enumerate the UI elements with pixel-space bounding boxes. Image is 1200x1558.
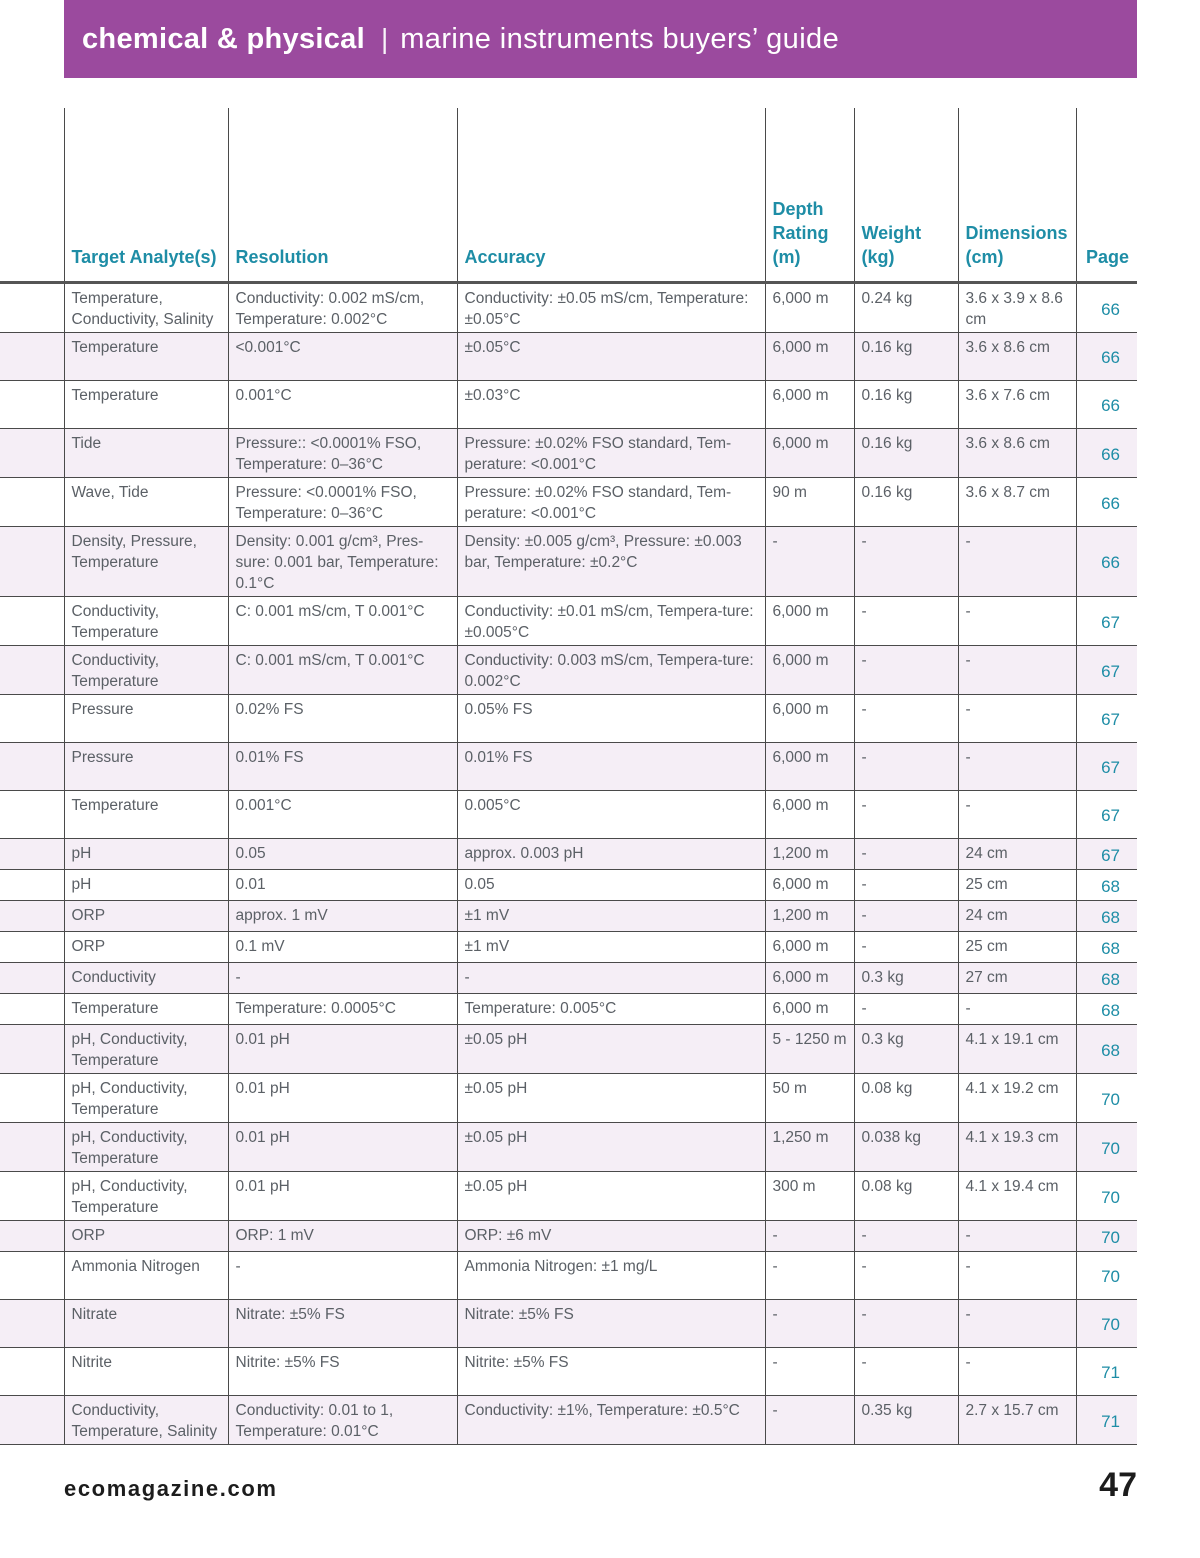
guide-subtitle: marine instruments buyers’ guide xyxy=(400,22,840,55)
table-row xyxy=(0,1221,1137,1252)
target-analyte-cell: Wave, Tide xyxy=(64,478,228,527)
product-cell xyxy=(0,1074,64,1123)
table-row xyxy=(0,429,1137,478)
page-cell: 71 xyxy=(1076,1396,1137,1445)
table-row xyxy=(0,1025,1137,1074)
product-cell xyxy=(0,478,64,527)
target-analyte-cell: pH, Conductivity, Temperature xyxy=(64,1172,228,1221)
target-analyte-cell: Nitrate xyxy=(64,1300,228,1348)
depth-rating-cell: - xyxy=(765,527,854,597)
depth-rating-cell: 6,000 m xyxy=(765,963,854,994)
col-weight-header: Weight (kg) xyxy=(854,108,958,283)
product-cell xyxy=(0,646,64,695)
resolution-cell: ORP: 1 mV xyxy=(228,1221,457,1252)
depth-rating-cell: 90 m xyxy=(765,478,854,527)
depth-rating-cell: - xyxy=(765,1396,854,1445)
page-cell: 70 xyxy=(1076,1252,1137,1300)
table-row xyxy=(0,527,1137,597)
resolution-cell: 0.1 mV xyxy=(228,932,457,963)
accuracy-cell: Conductivity: 0.003 mS/cm, Tempera-ture: 0.002°C xyxy=(457,646,765,695)
table-row xyxy=(0,839,1137,870)
target-analyte-cell: pH xyxy=(64,839,228,870)
resolution-cell: Nitrite: ±5% FS xyxy=(228,1348,457,1396)
weight-cell: - xyxy=(854,1252,958,1300)
depth-rating-cell: 6,000 m xyxy=(765,381,854,429)
table-row xyxy=(0,932,1137,963)
weight-cell: 0.08 kg xyxy=(854,1172,958,1221)
footer-site-url: ecomagazine.com xyxy=(64,1476,278,1501)
table-row xyxy=(0,870,1137,901)
accuracy-cell: Temperature: 0.005°C xyxy=(457,994,765,1025)
depth-rating-cell: 5 - 1250 m xyxy=(765,1025,854,1074)
page-cell: 67 xyxy=(1076,695,1137,743)
depth-rating-cell: 6,000 m xyxy=(765,994,854,1025)
page-cell: 70 xyxy=(1076,1300,1137,1348)
product-cell xyxy=(0,932,64,963)
accuracy-cell: ±0.05 pH xyxy=(457,1074,765,1123)
accuracy-cell: Conductivity: ±1%, Temperature: ±0.5°C xyxy=(457,1396,765,1445)
depth-rating-cell: 1,250 m xyxy=(765,1123,854,1172)
resolution-cell: 0.02% FS xyxy=(228,695,457,743)
col-resolution-header: Resolution xyxy=(228,108,457,283)
product-cell xyxy=(0,1123,64,1172)
product-cell xyxy=(0,1025,64,1074)
resolution-cell: 0.001°C xyxy=(228,381,457,429)
dimensions-cell: 3.6 x 7.6 cm xyxy=(958,381,1076,429)
target-analyte-cell: Nitrite xyxy=(64,1348,228,1396)
accuracy-cell: - xyxy=(457,963,765,994)
accuracy-cell: ±0.05 pH xyxy=(457,1172,765,1221)
dimensions-cell: - xyxy=(958,646,1076,695)
dimensions-cell: 4.1 x 19.1 cm xyxy=(958,1025,1076,1074)
target-analyte-cell: pH xyxy=(64,870,228,901)
col-dimensions-header: Dimensions (cm) xyxy=(958,108,1076,283)
page-cell: 68 xyxy=(1076,870,1137,901)
target-analyte-cell: Temperature xyxy=(64,994,228,1025)
page-cell: 68 xyxy=(1076,1025,1137,1074)
dimensions-cell: - xyxy=(958,527,1076,597)
dimensions-cell: 3.6 x 3.9 x 8.6 cm xyxy=(958,283,1076,333)
dimensions-cell: 24 cm xyxy=(958,839,1076,870)
target-analyte-cell: Conductivity xyxy=(64,963,228,994)
page-cell: 66 xyxy=(1076,333,1137,381)
resolution-cell: 0.001°C xyxy=(228,791,457,839)
product-cell xyxy=(0,901,64,932)
product-cell xyxy=(0,839,64,870)
weight-cell: 0.16 kg xyxy=(854,333,958,381)
depth-rating-cell: 50 m xyxy=(765,1074,854,1123)
resolution-cell: C: 0.001 mS/cm, T 0.001°C xyxy=(228,646,457,695)
product-cell xyxy=(0,429,64,478)
resolution-cell: Conductivity: 0.002 mS/cm, Temperature: 0.002°C xyxy=(228,283,457,333)
dimensions-cell: 25 cm xyxy=(958,932,1076,963)
resolution-cell: Temperature: 0.0005°C xyxy=(228,994,457,1025)
resolution-cell: 0.01 pH xyxy=(228,1074,457,1123)
table-row xyxy=(0,597,1137,646)
dimensions-cell: 3.6 x 8.6 cm xyxy=(958,333,1076,381)
product-cell xyxy=(0,994,64,1025)
page-cell: 66 xyxy=(1076,283,1137,333)
weight-cell: 0.16 kg xyxy=(854,429,958,478)
page-cell: 68 xyxy=(1076,994,1137,1025)
dimensions-cell: 4.1 x 19.3 cm xyxy=(958,1123,1076,1172)
target-analyte-cell: Conductivity, Temperature xyxy=(64,597,228,646)
target-analyte-cell: pH, Conductivity, Temperature xyxy=(64,1123,228,1172)
depth-rating-cell: 300 m xyxy=(765,1172,854,1221)
dimensions-cell: - xyxy=(958,1300,1076,1348)
depth-rating-cell: 6,000 m xyxy=(765,333,854,381)
footer-page-number: 47 xyxy=(1099,1466,1137,1504)
depth-rating-cell: 6,000 m xyxy=(765,695,854,743)
depth-rating-cell: - xyxy=(765,1252,854,1300)
resolution-cell: 0.01 pH xyxy=(228,1025,457,1074)
table-row xyxy=(0,994,1137,1025)
accuracy-cell: 0.05% FS xyxy=(457,695,765,743)
weight-cell: - xyxy=(854,1221,958,1252)
depth-rating-cell: 1,200 m xyxy=(765,839,854,870)
product-cell xyxy=(0,791,64,839)
page-cell: 71 xyxy=(1076,1348,1137,1396)
weight-cell: - xyxy=(854,527,958,597)
target-analyte-cell: Temperature xyxy=(64,333,228,381)
weight-cell: - xyxy=(854,743,958,791)
dimensions-cell: 3.6 x 8.6 cm xyxy=(958,429,1076,478)
weight-cell: - xyxy=(854,791,958,839)
accuracy-cell: Conductivity: ±0.05 mS/cm, Temperature: ±0.05°C xyxy=(457,283,765,333)
depth-rating-cell: 6,000 m xyxy=(765,597,854,646)
section-title: chemical & physical xyxy=(82,22,365,55)
dimensions-cell: 3.6 x 8.7 cm xyxy=(958,478,1076,527)
accuracy-cell: Ammonia Nitrogen: ±1 mg/L xyxy=(457,1252,765,1300)
weight-cell: - xyxy=(854,597,958,646)
dimensions-cell: - xyxy=(958,994,1076,1025)
page-cell: 67 xyxy=(1076,791,1137,839)
product-cell xyxy=(0,527,64,597)
target-analyte-cell: ORP xyxy=(64,932,228,963)
buyers-guide-table-wrapper xyxy=(0,108,1137,1445)
target-analyte-cell: pH, Conductivity, Temperature xyxy=(64,1025,228,1074)
depth-rating-cell: 6,000 m xyxy=(765,429,854,478)
depth-rating-cell: 6,000 m xyxy=(765,791,854,839)
page-cell: 68 xyxy=(1076,932,1137,963)
weight-cell: - xyxy=(854,870,958,901)
product-cell xyxy=(0,1172,64,1221)
depth-rating-cell: - xyxy=(765,1348,854,1396)
table-row xyxy=(0,1123,1137,1172)
dimensions-cell: - xyxy=(958,1252,1076,1300)
depth-rating-cell: 6,000 m xyxy=(765,283,854,333)
table-row xyxy=(0,791,1137,839)
weight-cell: 0.3 kg xyxy=(854,963,958,994)
dimensions-cell: 24 cm xyxy=(958,901,1076,932)
dimensions-cell: - xyxy=(958,1221,1076,1252)
weight-cell: 0.3 kg xyxy=(854,1025,958,1074)
weight-cell: 0.16 kg xyxy=(854,381,958,429)
table-row xyxy=(0,1074,1137,1123)
product-cell xyxy=(0,381,64,429)
table-row xyxy=(0,478,1137,527)
dimensions-cell: 27 cm xyxy=(958,963,1076,994)
accuracy-cell: approx. 0.003 pH xyxy=(457,839,765,870)
dimensions-cell: - xyxy=(958,597,1076,646)
resolution-cell: - xyxy=(228,1252,457,1300)
resolution-cell: Pressure: <0.0001% FSO, Temperature: 0–36°C xyxy=(228,478,457,527)
target-analyte-cell: Tide xyxy=(64,429,228,478)
page-cell: 70 xyxy=(1076,1123,1137,1172)
accuracy-cell: Nitrite: ±5% FS xyxy=(457,1348,765,1396)
target-analyte-cell: Ammonia Nitrogen xyxy=(64,1252,228,1300)
product-cell xyxy=(0,1396,64,1445)
table-row xyxy=(0,1348,1137,1396)
resolution-cell: 0.01 xyxy=(228,870,457,901)
weight-cell: 0.08 kg xyxy=(854,1074,958,1123)
accuracy-cell: ±0.05°C xyxy=(457,333,765,381)
resolution-cell: - xyxy=(228,963,457,994)
page-cell: 67 xyxy=(1076,839,1137,870)
target-analyte-cell: Temperature xyxy=(64,791,228,839)
weight-cell: - xyxy=(854,1348,958,1396)
table-row xyxy=(0,1172,1137,1221)
depth-rating-cell: 6,000 m xyxy=(765,646,854,695)
dimensions-cell: 4.1 x 19.4 cm xyxy=(958,1172,1076,1221)
table-body xyxy=(0,283,1137,1445)
resolution-cell: Density: 0.001 g/cm³, Pres-sure: 0.001 bar, Temperature: 0.1°C xyxy=(228,527,457,597)
product-cell xyxy=(0,1300,64,1348)
resolution-cell: <0.001°C xyxy=(228,333,457,381)
table-row xyxy=(0,381,1137,429)
product-cell xyxy=(0,1221,64,1252)
product-cell xyxy=(0,870,64,901)
accuracy-cell: Pressure: ±0.02% FSO standard, Tem-perature: <0.001°C xyxy=(457,429,765,478)
page-cell: 67 xyxy=(1076,646,1137,695)
page-cell: 67 xyxy=(1076,743,1137,791)
target-analyte-cell: Temperature xyxy=(64,381,228,429)
table-row xyxy=(0,283,1137,333)
dimensions-cell: - xyxy=(958,1348,1076,1396)
accuracy-cell: ±0.05 pH xyxy=(457,1123,765,1172)
product-cell xyxy=(0,963,64,994)
resolution-cell: approx. 1 mV xyxy=(228,901,457,932)
header-separator: | xyxy=(380,23,389,54)
target-analyte-cell: Temperature, Conductivity, Salinity xyxy=(64,283,228,333)
accuracy-cell: Conductivity: ±0.01 mS/cm, Tempera-ture: ±0.005°C xyxy=(457,597,765,646)
dimensions-cell: 2.7 x 15.7 cm xyxy=(958,1396,1076,1445)
resolution-cell: Nitrate: ±5% FS xyxy=(228,1300,457,1348)
resolution-cell: 0.01% FS xyxy=(228,743,457,791)
page-cell: 66 xyxy=(1076,478,1137,527)
dimensions-cell: - xyxy=(958,791,1076,839)
accuracy-cell: ORP: ±6 mV xyxy=(457,1221,765,1252)
weight-cell: 0.16 kg xyxy=(854,478,958,527)
accuracy-cell: ±1 mV xyxy=(457,901,765,932)
dimensions-cell: 4.1 x 19.2 cm xyxy=(958,1074,1076,1123)
weight-cell: - xyxy=(854,646,958,695)
accuracy-cell: ±1 mV xyxy=(457,932,765,963)
product-cell xyxy=(0,695,64,743)
weight-cell: - xyxy=(854,994,958,1025)
col-page-header: Page xyxy=(1076,108,1137,283)
dimensions-cell: - xyxy=(958,695,1076,743)
resolution-cell: Pressure:: <0.0001% FSO, Temperature: 0–36°C xyxy=(228,429,457,478)
weight-cell: - xyxy=(854,932,958,963)
col-depth-rating-header: Depth Rating (m) xyxy=(765,108,854,283)
dimensions-cell: - xyxy=(958,743,1076,791)
accuracy-cell: Pressure: ±0.02% FSO standard, Tem-perature: <0.001°C xyxy=(457,478,765,527)
table-row xyxy=(0,743,1137,791)
resolution-cell: 0.05 xyxy=(228,839,457,870)
resolution-cell: 0.01 pH xyxy=(228,1172,457,1221)
target-analyte-cell: Conductivity, Temperature xyxy=(64,646,228,695)
section-header-band xyxy=(64,0,1137,78)
weight-cell: 0.038 kg xyxy=(854,1123,958,1172)
page-cell: 68 xyxy=(1076,901,1137,932)
product-cell xyxy=(0,1348,64,1396)
target-analyte-cell: Conductivity, Temperature, Salinity xyxy=(64,1396,228,1445)
accuracy-cell: 0.005°C xyxy=(457,791,765,839)
target-analyte-cell: ORP xyxy=(64,901,228,932)
page-cell: 66 xyxy=(1076,527,1137,597)
weight-cell: - xyxy=(854,839,958,870)
target-analyte-cell: Pressure xyxy=(64,695,228,743)
accuracy-cell: Nitrate: ±5% FS xyxy=(457,1300,765,1348)
table-row xyxy=(0,646,1137,695)
page-cell: 70 xyxy=(1076,1221,1137,1252)
page-cell: 66 xyxy=(1076,429,1137,478)
page-cell: 68 xyxy=(1076,963,1137,994)
dimensions-cell: 25 cm xyxy=(958,870,1076,901)
weight-cell: - xyxy=(854,695,958,743)
table-row xyxy=(0,963,1137,994)
target-analyte-cell: pH, Conductivity, Temperature xyxy=(64,1074,228,1123)
table-row xyxy=(0,1300,1137,1348)
product-cell xyxy=(0,283,64,333)
accuracy-cell: Density: ±0.005 g/cm³, Pressure: ±0.003 bar, Temperature: ±0.2°C xyxy=(457,527,765,597)
page-cell: 67 xyxy=(1076,597,1137,646)
depth-rating-cell: - xyxy=(765,1300,854,1348)
table-row xyxy=(0,695,1137,743)
weight-cell: 0.24 kg xyxy=(854,283,958,333)
product-cell xyxy=(0,597,64,646)
accuracy-cell: ±0.05 pH xyxy=(457,1025,765,1074)
weight-cell: - xyxy=(854,901,958,932)
col-target-analyte-header: Target Analyte(s) xyxy=(64,108,228,283)
product-cell xyxy=(0,743,64,791)
depth-rating-cell: 1,200 m xyxy=(765,901,854,932)
page-cell: 66 xyxy=(1076,381,1137,429)
target-analyte-cell: Density, Pressure, Temperature xyxy=(64,527,228,597)
weight-cell: 0.35 kg xyxy=(854,1396,958,1445)
accuracy-cell: ±0.03°C xyxy=(457,381,765,429)
resolution-cell: C: 0.001 mS/cm, T 0.001°C xyxy=(228,597,457,646)
table-row xyxy=(0,333,1137,381)
depth-rating-cell: 6,000 m xyxy=(765,743,854,791)
col-accuracy-header: Accuracy xyxy=(457,108,765,283)
page-cell: 70 xyxy=(1076,1074,1137,1123)
resolution-cell: Conductivity: 0.01 to 1, Temperature: 0.01°C xyxy=(228,1396,457,1445)
target-analyte-cell: Pressure xyxy=(64,743,228,791)
depth-rating-cell: - xyxy=(765,1221,854,1252)
depth-rating-cell: 6,000 m xyxy=(765,932,854,963)
table-header-row xyxy=(0,108,1137,283)
table-row xyxy=(0,901,1137,932)
accuracy-cell: 0.01% FS xyxy=(457,743,765,791)
resolution-cell: 0.01 pH xyxy=(228,1123,457,1172)
page-cell: 70 xyxy=(1076,1172,1137,1221)
depth-rating-cell: 6,000 m xyxy=(765,870,854,901)
col-product-header xyxy=(0,108,64,283)
buyers-guide-table xyxy=(0,108,1137,1445)
product-cell xyxy=(0,333,64,381)
table-row xyxy=(0,1252,1137,1300)
target-analyte-cell: ORP xyxy=(64,1221,228,1252)
table-row xyxy=(0,1396,1137,1445)
product-cell xyxy=(0,1252,64,1300)
weight-cell: - xyxy=(854,1300,958,1348)
accuracy-cell: 0.05 xyxy=(457,870,765,901)
